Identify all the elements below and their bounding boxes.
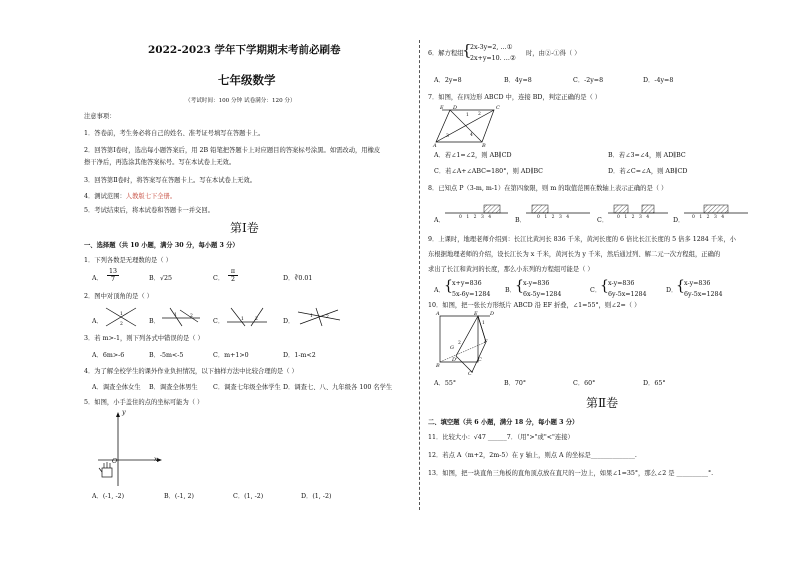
notice-4-label: 4．测试范围： [84, 193, 126, 200]
q1-c-num: π [230, 268, 236, 275]
q8-d-ticks: 0 1 2 3 4 [692, 215, 725, 220]
svg-text:2: 2 [190, 314, 193, 319]
q9-c-eq2: 6y-5x=1284 [608, 291, 647, 298]
q2-opt-d[interactable]: D． [283, 318, 295, 325]
part-1-heading: 第Ⅰ卷 [230, 221, 259, 235]
q7-label-2: 2 [478, 112, 481, 117]
q7-label-c: C [496, 105, 500, 111]
q6-opt-b[interactable]: B．4y=8 [504, 77, 532, 84]
q6-eq1: 2x-3y=2, …① [470, 44, 513, 51]
q8-b-ticks: 0 1 2 3 4 [537, 215, 570, 220]
notice-1: 1．答卷前，考生务必将自己的姓名、准考证号填写在答题卡上。 [84, 130, 265, 137]
svg-text:2: 2 [255, 317, 258, 322]
svg-text:1: 1 [120, 312, 123, 317]
svg-text:1: 1 [241, 317, 244, 322]
q9-b-brace: { [515, 278, 524, 294]
svg-text:2: 2 [326, 315, 329, 320]
q10-fold-figure [434, 312, 504, 376]
q2-opt-b[interactable]: B． [149, 318, 160, 325]
q2-stem: 2．图中对顶角的是（ ） [84, 293, 153, 300]
q10-opt-a[interactable]: A．55° [434, 380, 457, 387]
q8-line-d [684, 205, 748, 213]
q9-c-brace: { [600, 278, 609, 294]
subject-title: 七年级数学 [218, 73, 276, 87]
q4-opt-a[interactable]: A．调查全体女生 [92, 384, 141, 391]
q7-stem: 7．如图，在四边形 ABCD 中，连接 BD，判定正确的是（ ） [428, 94, 602, 101]
exam-info: （考试时间：100 分钟 试卷满分：120 分） [185, 98, 296, 104]
q7-label-a: A [433, 143, 437, 149]
svg-text:1: 1 [310, 314, 313, 319]
q13-stem: 13．如图，把一块直角三角板的直角顶点放在直尺的一边上，如果∠1=35°，那么∠2 是 __________°. [428, 470, 714, 477]
q1-stem: 1．下列各数是无理数的是（ ） [84, 257, 172, 264]
q1-opt-c-label: C． [213, 275, 225, 282]
q7-opt-c[interactable]: C．若∠A+∠ABC=180°，则 AD∥BC [434, 168, 544, 175]
notice-4-scope: 人教版七下全册。 [125, 193, 177, 200]
q3-opt-d[interactable]: D．1-m<2 [283, 352, 316, 359]
q10-label-d: D [490, 311, 495, 317]
q8-stem: 8．已知点 P（3-m, m-1）在第四象限，则 m 的取值范围在数轴上表示正确的是（ ） [428, 185, 668, 192]
section-2-heading: 二、填空题（共 6 小题，满分 18 分，每小题 3 分） [428, 419, 579, 426]
part-2-heading: 第Ⅱ卷 [586, 396, 619, 410]
q9-a-eq2: 5x-6y=1284 [452, 291, 491, 298]
q8-line-b [526, 205, 590, 213]
q5-origin: O [112, 458, 118, 465]
q11-stem [428, 434, 574, 442]
section-1-heading: 一、选择题（共 10 小题，满分 30 分，每小题 3 分） [84, 242, 239, 249]
q5-axis-y: y [122, 409, 126, 416]
q7-label-3: 3 [446, 134, 449, 139]
q8-opt-d[interactable]: D． [673, 217, 685, 224]
q1-opt-d-label: D． [283, 275, 295, 282]
q5-opt-c[interactable]: C．(1, -2) [233, 493, 264, 500]
q10-label-c-prime: C' [468, 371, 474, 377]
q9-c-eq1: x-y=836 [608, 280, 635, 287]
q5-opt-a[interactable]: A．(-1, -2) [92, 493, 125, 500]
q10-stem: 10．如图，把一张长方形纸片 ABCD 沿 EF 折叠，∠1=55°，则∠2=（ ） [428, 302, 641, 309]
q7-opt-d[interactable]: D．若∠C=∠A，则 AB∥CD [608, 168, 688, 175]
q8-opt-a[interactable]: A． [434, 217, 445, 224]
q7-label-e: E [440, 105, 444, 111]
q9-a-brace: { [444, 278, 453, 294]
q6-opt-c[interactable]: C．-2y=8 [573, 77, 604, 84]
q9-line-1: 9．上课时，地理老师介绍到：长江比黄河长 836 千米，黄河长度的 6 倍比长江长度的 5 倍多 1284 千米，小 [428, 236, 736, 243]
q10-opt-b[interactable]: B．70° [504, 380, 527, 387]
q9-a-eq1: x+y=836 [452, 280, 482, 287]
q6-eq2: 2x+y=10. …② [470, 55, 516, 62]
q9-d-eq2: 6y-5x=1284 [684, 291, 723, 298]
q7-label-d: D [453, 105, 458, 111]
q10-label-b: B [436, 363, 440, 369]
q9-opt-b[interactable]: B． [505, 287, 516, 294]
svg-text:1: 1 [174, 313, 177, 318]
notice-title: 注意事项： [84, 113, 116, 120]
q7-label-b: B [482, 143, 486, 149]
q4-opt-c[interactable]: C．调查七年级全体学生 [213, 384, 281, 391]
q2-opt-c[interactable]: C． [213, 318, 225, 325]
q9-opt-a[interactable]: A． [434, 287, 445, 294]
q8-line-a [445, 205, 508, 213]
q3-opt-c[interactable]: C．m+1>0 [213, 352, 249, 359]
q6-brace: { [462, 41, 472, 59]
q8-opt-b[interactable]: B． [515, 217, 526, 224]
svg-text:2: 2 [120, 322, 123, 327]
q5-axis-x: x [154, 456, 158, 463]
notice-3: 3．回答第Ⅱ卷时，将答案写在答题卡上。写在本试卷上无效。 [84, 177, 257, 184]
q10-label-2: 2 [458, 341, 461, 346]
notice-2: 2．回答第Ⅰ卷时，选出每小题答案后，用 2B 铅笔把答题卡上对应题目的答案标号涂黑。如需改动，用橡皮 [84, 147, 381, 154]
q10-label-c: C [478, 357, 482, 363]
q11-label: 11．比较大小： [428, 434, 474, 441]
notice-2b: 擦干净后，再选涂其他答案标号。写在本试卷上无效。 [84, 159, 236, 166]
q1-opt-a-label: A． [92, 275, 103, 282]
q5-opt-d[interactable]: D．(1, -2) [301, 493, 332, 500]
q12-stem: 12．若点 A（m+2，2m-5）在 y 轴上，则点 A 的坐标是______________. [428, 452, 637, 459]
q7-label-1: 1 [466, 113, 469, 118]
q8-a-ticks: 0 1 2 3 4 [459, 215, 492, 220]
q10-label-g: G [450, 345, 454, 351]
q8-line-c [608, 205, 668, 213]
q8-c-ticks: 0 1 2 3 4 [617, 215, 650, 220]
q1-a-num: 13 [108, 268, 117, 275]
q6-stem-pre: 6．解方程组 [428, 50, 464, 57]
q10-label-a: A [436, 311, 440, 317]
q9-d-brace: { [676, 278, 685, 294]
q9-b-eq2: 6x-5y=1284 [523, 291, 562, 298]
q4-opt-d[interactable]: D．调查七、八、九年级各 100 名学生 [283, 384, 393, 391]
q7-opt-b[interactable]: B．若∠3=∠4，则 AD∥BC [608, 152, 686, 159]
q2-opt-a[interactable]: A． [92, 318, 103, 325]
exam-title: 2022-2023 学年下学期期末考前必刷卷 [148, 44, 341, 56]
q1-c-den: 2 [228, 275, 238, 283]
q10-opt-d[interactable]: D．65° [643, 380, 666, 387]
q10-opt-c[interactable]: C．60° [573, 380, 596, 387]
q10-label-d-prime: D' [452, 357, 458, 363]
q9-b-eq1: x-y=836 [523, 280, 550, 287]
q10-label-1: 1 [482, 321, 485, 326]
q3-opt-a[interactable]: A．6m>-6 [92, 352, 125, 359]
q1-opt-b-label: B． [149, 275, 160, 282]
q7-label-4: 4 [470, 133, 473, 138]
q3-stem: 3．若 m>-1，则下列各式中错误的是（ ） [84, 335, 204, 342]
q5-stem: 5．如图，小手盖住的点的坐标可能为（ ） [84, 399, 204, 406]
q9-opt-c[interactable]: C． [590, 287, 602, 294]
q6-stem-post: 时，由②-①得（ ） [526, 50, 581, 57]
q1-a-den: 7 [107, 275, 119, 283]
q10-label-f: F [484, 339, 488, 345]
q9-opt-d[interactable]: D． [666, 287, 678, 294]
q7-opt-a[interactable]: A．若∠1=∠2，则 AB∥CD [434, 152, 512, 159]
q1-d-math: ∛0.01 [294, 275, 313, 282]
q3-opt-b[interactable]: B．-5m<-5 [149, 352, 184, 359]
q9-line-3: 求出了长江和黄河的长度，那么小东列的方程组可能是（ ） [428, 266, 594, 273]
q6-opt-a[interactable]: A．2y=8 [434, 77, 462, 84]
q6-opt-d[interactable]: D．-4y=8 [643, 77, 674, 84]
q10-label-e: E [474, 311, 478, 317]
q5-opt-b[interactable]: B．(-1, 2) [164, 493, 194, 500]
q11-blank[interactable]: √47 ______7．（用">"或"<"连接） [473, 434, 574, 441]
q4-stem: 4．为了解全校学生的课外作业负担情况，以下抽样方法中比较合理的是（ ） [84, 368, 298, 375]
q1-b-math: √25 [159, 275, 172, 282]
q9-d-eq1: x-y=836 [684, 280, 711, 287]
q8-opt-c[interactable]: C． [597, 217, 609, 224]
notice-5: 5．考试结束后，将本试卷和答题卡一并交回。 [84, 207, 214, 214]
q9-line-2: 东根据地理老师的介绍，设长江长为 x 千米，黄河长为 y 千米，然后通过列、解二元一次方程组，正确的 [428, 251, 721, 258]
q4-opt-b[interactable]: B．调查全体男生 [149, 384, 198, 391]
